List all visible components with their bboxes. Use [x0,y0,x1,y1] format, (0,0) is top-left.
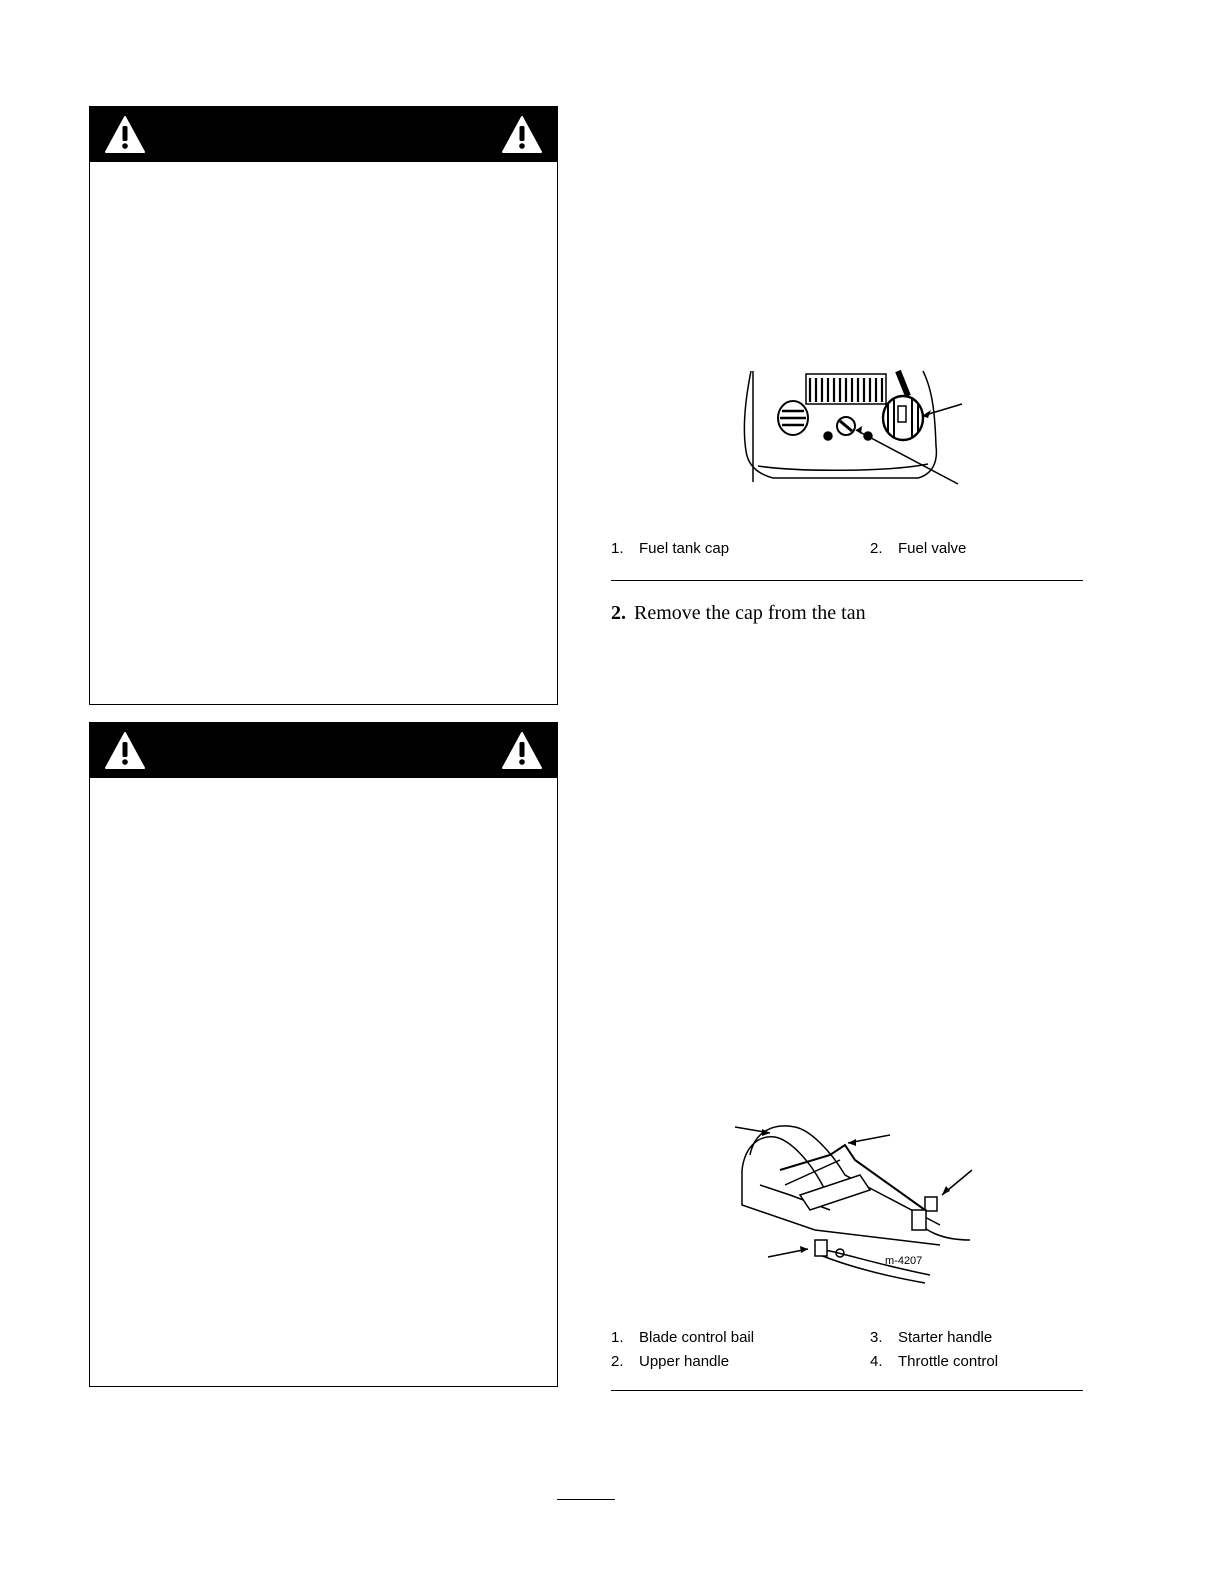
callout-label: Starter handle [898,1329,993,1346]
figure2-callout-1 [611,1329,754,1346]
callout-number: 4. [870,1353,883,1370]
callout-number: 2. [611,1353,624,1370]
warning-triangle-icon [501,731,543,771]
warning-triangle-icon [104,115,146,155]
warning-triangle-icon [104,731,146,771]
callout-number: 2. [870,540,883,557]
callout-label: Fuel valve [898,540,967,557]
figure-code: m-4207 [885,1255,923,1267]
figure1-callout-1 [611,540,729,557]
figure1-callout-2 [870,540,966,557]
figure2-callout-4 [870,1353,998,1370]
page-number-rule [557,1499,615,1500]
callout-number: 3. [870,1329,883,1346]
warning-header [90,107,557,162]
figure2-callout-2 [611,1353,729,1370]
warning-triangle-icon [501,115,543,155]
callout-number: 1. [611,540,624,557]
warning-header [90,723,557,778]
callout-label: Fuel tank cap [639,540,730,557]
figure2-callout-3 [870,1329,992,1346]
callout-label: Throttle control [898,1353,999,1370]
fuel-tank-engine-illustration [738,366,968,488]
figure1-rule [611,580,1083,581]
callout-label: Blade control bail [639,1329,755,1346]
mower-handle-illustration [730,1115,980,1290]
callout-number: 1. [611,1329,624,1346]
callout-label: Upper handle [639,1353,730,1370]
step-text: Remove the cap from the tan [634,602,866,624]
warning-box-2 [89,722,558,1387]
warning-box-1 [89,106,558,705]
step-number: 2. [611,602,626,624]
figure2-rule [611,1390,1083,1391]
step-2 [611,602,866,625]
